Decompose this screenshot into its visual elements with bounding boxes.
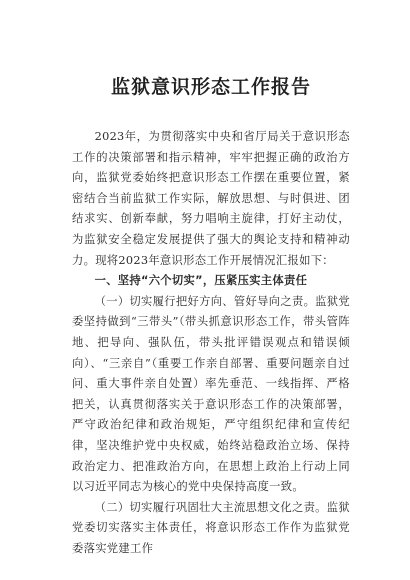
document-title: 监狱意识形态工作报告 [110, 76, 311, 98]
intro-paragraph: 2023年，为贯彻落实中央和省厅局关于意识形态工作的决策部署和指示精神，牢牢把握正确的政治方向，监狱党委始终把意识形态工作摆在重要位置，紧密结合当前监狱工作实际，解放思想、与时俱进、团结求实、创新奉献，努力唱响主旋律，打好主动仗，为监狱安全稳定发展提供了强大的舆论支持和精神动力。现将2023年意识形态工作开展情况汇报如下： [72, 130, 350, 267]
section-paragraph-1: （一）切实履行把好方向、管好导向之责。监狱党委坚持做到“三带头”（带头抓意识形态工作，带头管阵地、把导向、强队伍，带头批评错误观点和错误倾向）、“三亲自”（重要工作亲自部署、重要问题亲自过问、重大事件亲自处置）率先垂范、一线指挥、严格把关，认真贯彻落实关于意识形态工作的决策部署，严守政治纪律和政治规矩，严守组织纪律和宣传纪律，坚决维护党中央权威，始终站稳政治立场、保持政治定力、把准政治方向，在思想上政治上行动上同以习近平同志为核心的党中央保持高度一致。 [72, 294, 350, 494]
section-heading: 一、坚持“六个切实”，压紧压实主体责任 [94, 274, 308, 288]
section-paragraph-2: （二）切实履行巩固壮大主流思想文化之责。监狱党委切实落实主体责任，将意识形态工作作为监狱党委落实党建工作 [72, 500, 350, 555]
